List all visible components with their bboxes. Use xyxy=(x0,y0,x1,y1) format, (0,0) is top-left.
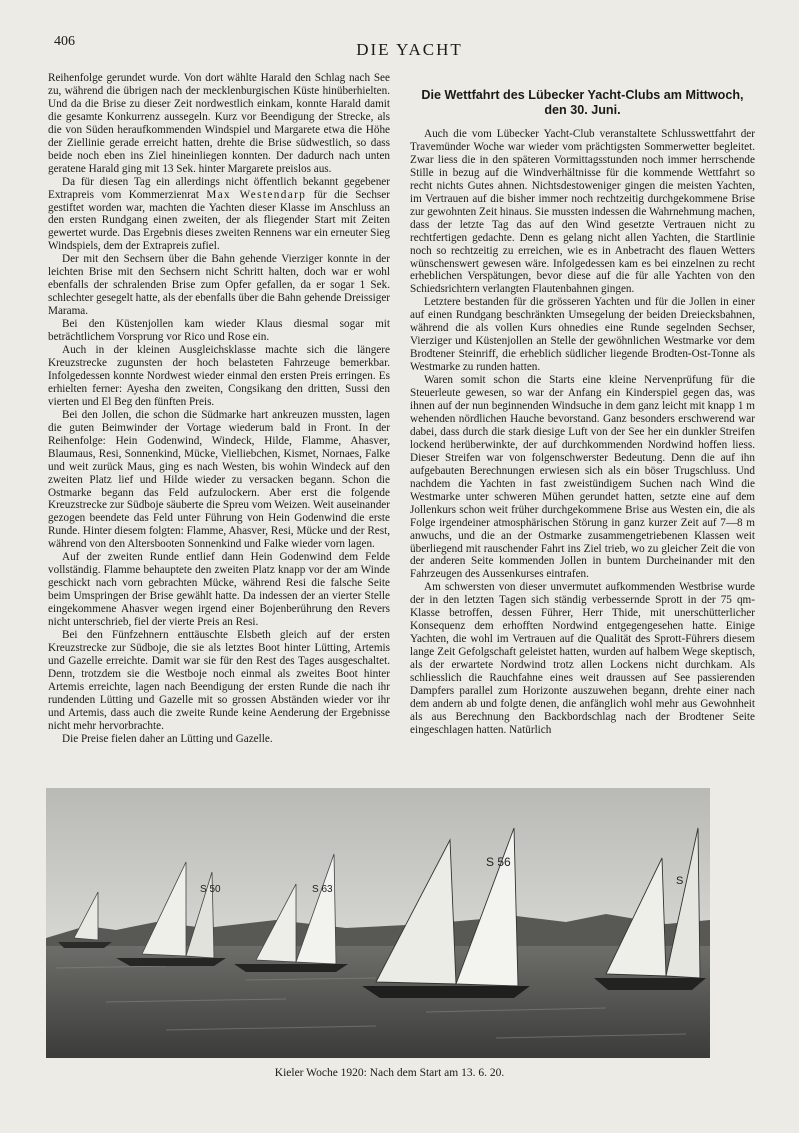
spaced-name: Max Westendarp xyxy=(206,188,307,201)
paragraph: Letztere bestanden für die grösseren Yachten und für die Jollen in einer auf einen Rundgang beschränkten Umsegelung der beiden Dreiecksbahnen, während die als vollen Kurs ohnedies eine Runde segelnden Sechser, Vierziger und Küstenjollen an Stelle der gewöhnlichen Westmarke vor dem Brodtener Steinriff, die erheblich südlicher liegende Brodten-Ost-Tonne als Westmarke zu runden hatten. xyxy=(410,296,755,374)
paragraph: Da für diesen Tag ein allerdings nicht öffentlich bekannt gegebener Extrapreis vom Kommerzienrat Max Westendarp für die Sechser gestiftet worden war, machten die Yachten dieser Klasse im Anschluss an den ersten Rundgang einen zweiten, der als fliegender Start mit Zeiten gewertet wurde. Das Ergebnis dieses zweiten Rennens war ein erneuter Sieg Windspiels, dem der Extrapreis zufiel. xyxy=(48,175,390,253)
right-column xyxy=(410,72,755,810)
sail-number: S 56 xyxy=(486,855,511,869)
paragraph: Die Preise fielen daher an Lütting und Gazelle. xyxy=(62,732,273,745)
sail-number: S 63 xyxy=(312,884,333,895)
paragraph: Der mit den Sechsern über die Bahn gehende Vierziger konnte in der leichten Brise mit den Sechsern nicht Schritt halten, doch war er wohl ebenfalls der schralenden Brise zum Opfer gefallen, da er sogar 1 Sek. schlechter gesegelt hatte, als der ebenfalls über die Bahn gehende Dreissiger Marama. xyxy=(48,253,390,318)
paragraph: Auch in der kleinen Ausgleichsklasse machte sich die längere Kreuzstrecke zugunsten der hoch belasteten Fahrzeuge bemerkbar. Infolgedessen konnte Nordwest wieder einmal den ersten Preis erringen. Es erhielten ferner: Ayesha den zweiten, Congsikang den dritten, Sussi den vierten und El Beg den fünften Preis. xyxy=(48,344,390,408)
paragraph: Am schwersten von dieser unvermutet aufkommenden Westbrise wurde der in den letzten Tagen sich ständig verbessernde Sprott in der 75 qm-Klasse betroffen, dessen Führer, Herr Thide, mit unerschütterlicher Konsequenz dem erhofften Nordwind entgegengesehen hatte. Einige Yachten, die wohl im Vertrauen auf die Qualität des Sprott-Führers diesem lange Zeit Gefolgschaft geleistet hatten, wurden auf halbem Wege skeptisch, als der erwartete Nordwind trotz allen Lockens nicht durchkam. Als schliesslich die Rauchfahne eines weit draussen auf See passierenden Dampfers parallel zum Horizonte auszuwehen begann, drehte einer nach dem andern ab und folgte denen, die anfänglich wohl mehr aus Gewohnheit als aus Berechnung den Backbordschlag nach der Brodtener Seite eingeschlagen hatten. Natürlich xyxy=(410,581,755,736)
sail-number: S xyxy=(676,875,684,887)
paragraph: Waren somit schon die Starts eine kleine Nervenprüfung für die Steuerleute gewesen, so war der Anfang ein Kinderspiel gegen das, was ihnen auf der nun beginnenden Windsuche in dem ganz leicht mit knapp 1 m wehenden nördlichen Hauche bevorstand. Ganz besonders erschwerend war dabei, dass durch die stark diesige Luft von der See her ein dunkler Streifen lockend herüberwinkte, der auf durchkommenden Nordwind hoffen liess. Dieser Streifen war von folgenschwerster Bedeutung. Denn die auf ihn aufgebauten Berechnungen erwiesen sich als ein böser Trugschluss. Und nachdem die Yachten in fast zweistündigem Suchen nach Wind die Westmarke unter schweren Mühen gerundet hatten, setzte eine auf dem Jollenkurs schon weit früher durchgekommene Brise aus Westen ein, die als Folge irgendeiner atmosphärischen Störung in ganz kurzer Zeit auf 7—8 m anwuchs, und die an der Ostmarke zusammengetriebenen Klassen weit überliegend mit rauschender Fahrt ins Ziel trieb, wo zu gleicher Zeit die von der anderen Seite kommenden Jollen in buntem Durcheinander mit den Fahrzeugen des Aussenkurses eintrafen. xyxy=(410,374,755,581)
article-heading: Die Wettfahrt des Lübecker Yacht-Clubs am Mittwoch, den 30. Juni. xyxy=(421,88,744,117)
photo-illustration xyxy=(46,788,710,1058)
paragraph: Reihenfolge gerundet wurde. Von dort wählte Harald den Schlag nach See zu, während die übrigen nach der mecklenburgischen Küste hinüberhielten. Und da die Brise zu dieser Zeit nordwestlich einkam, konnte Harald damit die gesamte Konkurrenz aussegeln. Kurz vor Beendigung der Strecke, als die von Süden heraufkommenden Windspiel und Margarete etwa die Höhe der Ziellinie gerade erreicht hatten, drehte die Brise südwestlich, so dass beide noch eben ins Ziel hineinliegen konnten. Der dadurch nach unten geratene Harald ging mit 13 Sek. hinter Margarete preislos aus. xyxy=(48,72,390,175)
paragraph: Auf der zweiten Runde entlief dann Hein Godenwind dem Felde vollständig. Flamme behauptete den zweiten Platz knapp vor der am Winde geschickt nach vorn gebrachten Mücke, während Resi die falsche Seite beim Umspringen der Brise gewählt hatte. Da indessen der an vierter Stelle eingekommene Ahasver wegen irgend einer Bojenberührung den Revers nicht unterschrieb, fiel der vierte Preis an Resi. xyxy=(48,551,390,629)
paragraph: Bei den Küstenjollen kam wieder Klaus diesmal sogar mit beträchtlichem Vorsprung vor Rico und Rose ein. xyxy=(48,318,390,344)
left-column xyxy=(48,72,390,788)
paragraph: Bei den Fünfzehnern enttäuschte Elsbeth gleich auf der ersten Kreuzstrecke zur Südboje, die sie als letztes Boot hinter Lütting, Artemis und Gazelle erreichte. Damit war sie für den Rest des Tages ausgeschaltet. Denn, trotzdem sie die Westboje noch einmal als zweites Boot hinter Artemis erreichte, lagen nach Beendigung der ersten Runde die nach ihr rundenden Lütting und Gazelle mit so grossen Abständen wieder vor ihr und Artemis, dass auch die zweite Runde keine Aenderung der Ergebnisse nicht mehr hervorbrachte. xyxy=(48,628,390,732)
figure-caption: Kieler Woche 1920: Nach dem Start am 13. 6. 20. xyxy=(274,1067,505,1079)
running-head: DIE YACHT xyxy=(356,40,463,59)
regatta-photo xyxy=(46,788,710,1058)
paragraph: Auch die vom Lübecker Yacht-Club veranstaltete Schlusswettfahrt der Travemünder Woche war wieder vom prächtigsten Sommerwetter begleitet. Zwar liess die in den späteren Vormittagsstunden noch immer herrschende Stille in bezug auf die Windverhältnisse für die kommende Wettfahrt so recht nichts Gutes ahnen. Nichtsdestoweniger gingen die meisten Yachten, im Vertrauen auf die bisher immer noch rechtzeitig durchgekommene Brise zur gewohnten Zeit hinaus. Sie mussten indessen die Wahrnehmung machen, dass der letzte Tag das auf den Wind gesetzte Vertrauen nicht zu rechtfertigen gedachte. Denn es gelang nicht allen Yachten, die Startlinie noch so rechtzeitig zu erreichen, wie es in Anbetracht des flauen Wetters wünschenswert gewesen wäre. Infolgedessen kam es bei einzelnen zu recht erheblichen Verspätungen, bevor diese auf die für alle Yachten von den Schiedsrichtern verlangten Flautenbahnen gingen. xyxy=(410,128,755,296)
paragraph: Bei den Jollen, die schon die Südmarke hart ankreuzen mussten, lagen die guten Beimwinder der Vortage wiederum bald in Front. In der Reihenfolge: Hein Godenwind, Windeck, Hilde, Flamme, Ahasver, Blaumaus, Resi, Sonnenkind, Mücke, Vielliebchen, Kismet, Nornaes, Falke und weit zurück Maus, ging es nach Westen, bis wohin Windeck auf den zweiten Platz lief und Hilde wieder zu versacken begann. Schon die Ostmarke begann das Feld aufzulockern. Aber erst die folgende Kreuzstrecke zur Südboje säuberte die Spreu vom Weizen. Weit auseinander gezogen beendete das Feld unter Führung von Hein Godenwind die erste Runde. Hinter diesem folgten: Flamme, Ahasver, Resi, Mücke und der Rest, während von den Altersbooten Sonnenkind und Falke wieder vorn lagen. xyxy=(48,408,390,551)
page-number: 406 xyxy=(54,34,75,49)
sail-number: S 50 xyxy=(200,884,221,895)
